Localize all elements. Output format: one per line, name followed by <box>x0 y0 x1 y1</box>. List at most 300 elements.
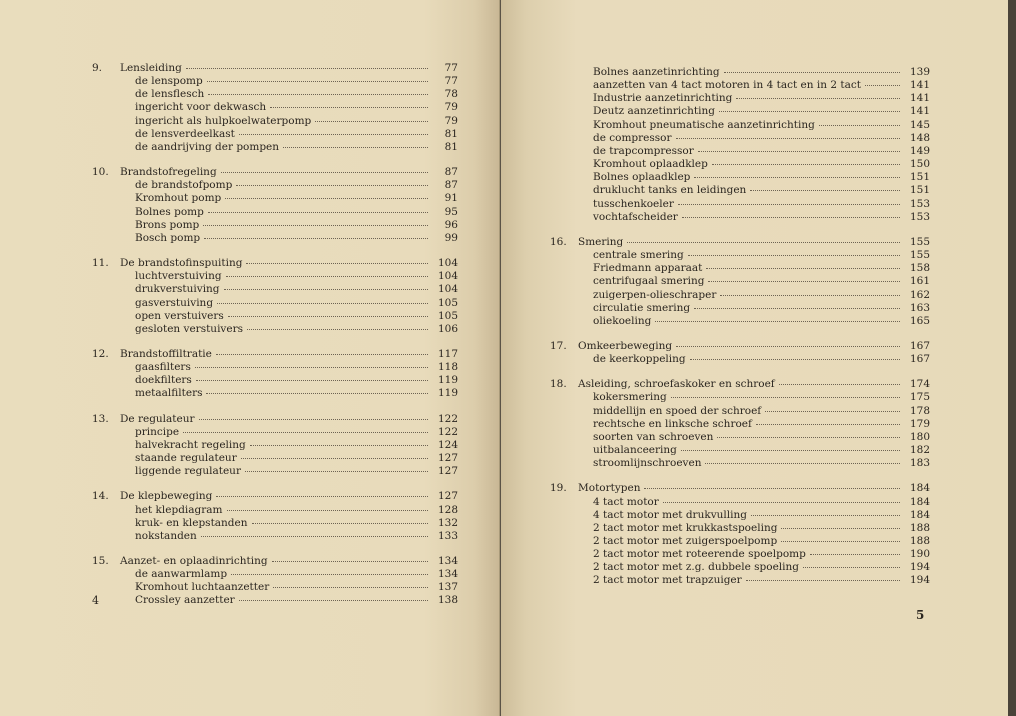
dot-leader <box>781 540 900 542</box>
toc-entry-line <box>550 184 930 197</box>
dot-leader <box>694 176 900 178</box>
entry-page: 99 <box>444 231 458 244</box>
toc-entry-line <box>550 132 930 145</box>
toc-entry-line <box>92 192 458 205</box>
chapter-title: Asleiding, schroefaskoker en schroef <box>578 378 775 391</box>
chapter-title: Lensleiding <box>120 62 182 74</box>
toc-entry-line <box>92 452 458 465</box>
entry-title: middellijn en spoed der schroef <box>593 404 762 417</box>
entry-title: 2 tact motor met zuigerspoelpomp <box>593 535 778 547</box>
entry-title: de aanwarmlamp <box>135 568 228 581</box>
toc-entry-line <box>550 92 930 105</box>
entry-title: Kromhout pomp <box>135 192 222 205</box>
dot-leader <box>199 418 428 420</box>
toc-entry-line <box>92 465 458 478</box>
dot-leader <box>676 137 900 139</box>
entry-page: 194 <box>909 574 930 587</box>
toc-entry-line <box>550 444 930 457</box>
toc-chapter-line <box>92 413 458 426</box>
dot-leader <box>765 410 900 412</box>
entry-title: kokersmering <box>593 391 667 404</box>
dot-leader <box>706 267 900 269</box>
dot-leader <box>239 133 428 135</box>
toc-entry-line <box>92 439 458 452</box>
entry-page: 165 <box>909 314 930 327</box>
entry-title: gesloten verstuivers <box>135 322 243 335</box>
dot-leader <box>694 307 900 309</box>
entry-title: 2 tact motor met krukkastspoeling <box>593 521 778 534</box>
chapter-number: 15. <box>92 555 109 567</box>
dot-leader <box>225 197 428 199</box>
dot-leader <box>803 566 900 568</box>
dot-leader <box>705 462 900 464</box>
toc-section <box>92 62 458 154</box>
chapter-number: 12. <box>92 347 109 360</box>
chapter-number: 9. <box>92 62 103 74</box>
toc-chapter-line <box>92 490 458 503</box>
dot-leader <box>228 315 428 317</box>
dot-leader <box>250 444 428 446</box>
left-page-number: 4 <box>92 594 99 607</box>
toc-entry-line <box>550 509 930 522</box>
chapter-page: 134 <box>437 555 458 567</box>
entry-title: Kromhout oplaadklep <box>593 158 708 171</box>
entry-title: gasverstuiving <box>135 296 214 309</box>
entry-title: Kromhout pneumatische aanzetinrichting <box>593 118 815 131</box>
chapter-page: 104 <box>437 257 458 270</box>
chapter-page: 87 <box>444 166 458 179</box>
toc-entry-line <box>550 198 930 211</box>
dot-leader <box>865 84 900 86</box>
dot-leader <box>779 383 900 385</box>
entry-page: 127 <box>437 452 458 465</box>
toc-chapter-line <box>92 348 458 361</box>
entry-title: metaalfilters <box>135 387 203 400</box>
dot-leader <box>273 586 428 588</box>
toc-entry-line <box>92 270 458 283</box>
chapter-title: De brandstofinspuiting <box>120 257 243 270</box>
entry-title: 2 tact motor met roteerende spoelpomp <box>593 548 806 561</box>
chapter-number: 17. <box>550 339 567 352</box>
entry-page: 134 <box>437 568 458 581</box>
entry-title: tusschenkoeler <box>593 197 674 210</box>
toc-entry-line <box>550 431 930 444</box>
dot-leader <box>781 527 900 529</box>
toc-entry-line <box>550 119 930 132</box>
entry-page: 182 <box>909 444 930 457</box>
entry-page: 79 <box>444 101 458 114</box>
entry-title: gaasfilters <box>135 361 191 374</box>
dot-leader <box>183 431 428 433</box>
entry-page: 151 <box>909 171 930 184</box>
dot-leader <box>717 436 900 438</box>
entry-page: 167 <box>909 353 930 366</box>
entry-title: vochtafscheider <box>593 210 678 223</box>
chapter-title: De klepbeweging <box>120 490 213 503</box>
toc-entry-line <box>550 79 930 92</box>
chapter-title: Motortypen <box>578 482 641 495</box>
dot-leader <box>206 392 428 394</box>
right-table-of-contents <box>550 66 930 600</box>
dot-leader <box>719 110 900 112</box>
dot-leader <box>688 254 900 256</box>
entry-title: de brandstofpomp <box>135 179 233 192</box>
dot-leader <box>224 288 428 290</box>
entry-title: kruk- en klepstanden <box>135 516 248 529</box>
toc-chapter-line <box>92 555 458 568</box>
dot-leader <box>221 171 428 173</box>
toc-entry-line <box>92 88 458 101</box>
entry-page: 179 <box>909 417 930 430</box>
entry-title: het klepdiagram <box>135 503 223 516</box>
entry-page: 81 <box>444 127 458 140</box>
toc-entry-line <box>550 211 930 224</box>
dot-leader <box>195 366 428 368</box>
entry-title: open verstuivers <box>135 309 224 322</box>
chapter-number: 16. <box>550 235 567 248</box>
entry-page: 78 <box>444 88 458 101</box>
toc-entry-line <box>92 374 458 387</box>
toc-entry-line <box>550 315 930 328</box>
entry-title: zuigerpen-olieschraper <box>593 288 717 301</box>
dot-leader <box>236 184 428 186</box>
toc-entry-line <box>92 206 458 219</box>
toc-entry-line <box>92 530 458 543</box>
chapter-page: 174 <box>909 378 930 391</box>
entry-title: rechtsche en linksche schroef <box>593 417 752 430</box>
entry-page: 81 <box>444 140 458 153</box>
chapter-number: 14. <box>92 490 109 503</box>
entry-title: Brons pomp <box>135 218 200 231</box>
dot-leader <box>720 294 900 296</box>
entry-page: 145 <box>909 118 930 131</box>
entry-page: 139 <box>909 66 930 78</box>
entry-title: luchtverstuiving <box>135 270 222 283</box>
chapter-number: 10. <box>92 166 109 179</box>
dot-leader <box>644 487 900 489</box>
toc-section <box>92 166 458 245</box>
entry-page: 155 <box>909 249 930 262</box>
dot-leader <box>216 495 428 497</box>
entry-page: 141 <box>909 105 930 118</box>
entry-page: 104 <box>437 283 458 296</box>
entry-title: Bolnes oplaadklep <box>593 171 691 184</box>
dot-leader <box>671 396 900 398</box>
toc-entry-line <box>92 361 458 374</box>
dot-leader <box>698 150 900 152</box>
entry-page: 149 <box>909 144 930 157</box>
dot-leader <box>241 457 428 459</box>
dot-leader <box>207 80 428 82</box>
chapter-page: 122 <box>437 412 458 425</box>
entry-page: 128 <box>437 503 458 516</box>
entry-page: 188 <box>909 535 930 547</box>
chapter-title: Aanzet- en oplaadinrichting <box>120 555 268 567</box>
entry-title: soorten van schroeven <box>593 430 714 443</box>
toc-entry-line <box>92 115 458 128</box>
dot-leader <box>196 379 428 381</box>
entry-page: 150 <box>909 158 930 171</box>
entry-page: 132 <box>437 516 458 529</box>
toc-chapter-line <box>92 62 458 75</box>
dot-leader <box>247 328 428 330</box>
entry-title: de compressor <box>593 131 672 144</box>
entry-page: 194 <box>909 561 930 574</box>
entry-title: Bosch pomp <box>135 231 201 244</box>
entry-page: 95 <box>444 205 458 218</box>
toc-entry-line <box>550 574 930 587</box>
dot-leader <box>208 211 428 213</box>
entry-title: oliekoeling <box>593 314 652 327</box>
dot-leader <box>712 163 900 165</box>
entry-page: 133 <box>437 529 458 542</box>
entry-page: 158 <box>909 262 930 275</box>
dot-leader <box>676 345 900 347</box>
toc-entry-line <box>550 535 930 548</box>
entry-page: 79 <box>444 114 458 127</box>
entry-page: 184 <box>909 508 930 521</box>
dot-leader <box>239 599 428 601</box>
toc-entry-line <box>550 249 930 262</box>
entry-title: drukverstuiving <box>135 283 220 296</box>
dot-leader <box>681 449 900 451</box>
toc-entry-line <box>92 323 458 336</box>
chapter-number: 11. <box>92 257 109 270</box>
chapter-number: 13. <box>92 412 109 425</box>
chapter-title: Smering <box>578 235 624 248</box>
entry-page: 148 <box>909 131 930 144</box>
chapter-title: Brandstofregeling <box>120 166 217 179</box>
entry-title: de lenspomp <box>135 75 203 88</box>
dot-leader <box>283 146 428 148</box>
dot-leader <box>751 514 900 516</box>
toc-entry-line <box>550 171 930 184</box>
chapter-page: 77 <box>444 62 458 74</box>
toc-entry-line <box>92 310 458 323</box>
dot-leader <box>819 124 900 126</box>
dot-leader <box>708 280 900 282</box>
entry-title: de keerkoppeling <box>593 353 686 366</box>
toc-section <box>550 340 930 366</box>
dot-leader <box>246 262 428 264</box>
toc-entry-line <box>92 101 458 114</box>
toc-entry-line <box>550 275 930 288</box>
entry-page: 91 <box>444 192 458 205</box>
toc-entry-line <box>92 283 458 296</box>
dot-leader <box>627 241 900 243</box>
toc-section <box>550 482 930 587</box>
dot-leader <box>724 71 900 73</box>
entry-page: 96 <box>444 218 458 231</box>
dot-leader <box>208 93 428 95</box>
entry-title: de lensverdeelkast <box>135 127 235 140</box>
toc-entry-line <box>92 141 458 154</box>
entry-page: 183 <box>909 457 930 470</box>
toc-entry-line <box>550 548 930 561</box>
right-page-number: 5 <box>916 608 925 622</box>
entry-page: 175 <box>909 391 930 404</box>
toc-section <box>92 555 458 608</box>
entry-title: stroomlijnschroeven <box>593 457 702 470</box>
entry-page: 137 <box>437 581 458 594</box>
toc-entry-line <box>92 387 458 400</box>
toc-entry-line <box>92 219 458 232</box>
entry-title: 2 tact motor met z.g. dubbele spoeling <box>593 561 800 574</box>
entry-title: Crossley aanzetter <box>135 594 235 607</box>
entry-title: Deutz aanzetinrichting <box>593 105 715 118</box>
toc-entry-line <box>550 353 930 366</box>
toc-section <box>550 66 930 224</box>
entry-page: 190 <box>909 548 930 561</box>
toc-entry-line <box>550 405 930 418</box>
entry-page: 138 <box>437 594 458 607</box>
dot-leader <box>270 106 428 108</box>
entry-page: 122 <box>437 425 458 438</box>
toc-section <box>92 348 458 401</box>
dot-leader <box>756 423 900 425</box>
toc-entry-line <box>550 496 930 509</box>
entry-page: 105 <box>437 296 458 309</box>
dot-leader <box>201 535 428 537</box>
entry-title: liggende regulateur <box>135 465 241 478</box>
dot-leader <box>252 522 428 524</box>
entry-page: 105 <box>437 309 458 322</box>
toc-section <box>92 257 458 336</box>
entry-title: de trapcompressor <box>593 144 694 157</box>
dot-leader <box>217 302 428 304</box>
entry-page: 188 <box>909 521 930 534</box>
entry-title: staande regulateur <box>135 452 237 465</box>
toc-entry-line <box>92 581 458 594</box>
entry-title: uitbalanceering <box>593 444 677 457</box>
toc-entry-line <box>92 594 458 607</box>
entry-title: druklucht tanks en leidingen <box>593 184 747 197</box>
toc-entry-line <box>92 297 458 310</box>
entry-title: circulatie smering <box>593 301 691 314</box>
entry-page: 87 <box>444 179 458 192</box>
entry-title: 4 tact motor met drukvulling <box>593 508 747 521</box>
dot-leader <box>750 189 900 191</box>
toc-entry-line <box>550 289 930 302</box>
entry-page: 141 <box>909 79 930 92</box>
chapter-page: 127 <box>437 490 458 503</box>
toc-entry-line <box>550 302 930 315</box>
entry-title: Bolnes aanzetinrichting <box>593 66 720 78</box>
entry-title: Industrie aanzetinrichting <box>593 92 733 105</box>
toc-entry-line <box>550 262 930 275</box>
entry-page: 119 <box>437 374 458 387</box>
entry-page: 162 <box>909 288 930 301</box>
dot-leader <box>655 320 900 322</box>
toc-section <box>550 378 930 470</box>
entry-title: halvekracht regeling <box>135 438 246 451</box>
entry-page: 104 <box>437 270 458 283</box>
dot-leader <box>204 237 428 239</box>
entry-page: 127 <box>437 465 458 478</box>
dot-leader <box>678 203 900 205</box>
entry-title: ingericht als hulpkoelwaterpomp <box>135 114 312 127</box>
chapter-number: 19. <box>550 482 567 495</box>
entry-page: 180 <box>909 430 930 443</box>
entry-title: Kromhout luchtaanzetter <box>135 581 270 594</box>
toc-entry-line <box>92 179 458 192</box>
entry-page: 124 <box>437 438 458 451</box>
dot-leader <box>227 509 429 511</box>
chapter-page: 117 <box>437 347 458 360</box>
chapter-title: Omkeerbeweging <box>578 339 673 352</box>
toc-chapter-line <box>550 378 930 391</box>
entry-title: de lensflesch <box>135 88 205 101</box>
toc-entry-line <box>550 66 930 79</box>
toc-chapter-line <box>92 257 458 270</box>
chapter-number: 18. <box>550 378 567 391</box>
dot-leader <box>272 560 428 562</box>
dot-leader <box>245 470 428 472</box>
toc-chapter-line <box>550 482 930 495</box>
entry-page: 184 <box>909 495 930 508</box>
toc-chapter-line <box>550 236 930 249</box>
toc-entry-line <box>550 457 930 470</box>
toc-entry-line <box>92 568 458 581</box>
toc-section <box>92 413 458 479</box>
toc-entry-line <box>550 158 930 171</box>
dot-leader <box>226 275 428 277</box>
toc-section <box>550 236 930 328</box>
dot-leader <box>186 67 428 69</box>
toc-entry-line <box>92 232 458 245</box>
toc-section <box>92 490 458 543</box>
left-table-of-contents <box>92 62 458 620</box>
entry-title: Bolnes pomp <box>135 205 204 218</box>
entry-page: 106 <box>437 322 458 335</box>
entry-title: doekfilters <box>135 374 192 387</box>
entry-page: 141 <box>909 92 930 105</box>
entry-page: 118 <box>437 361 458 374</box>
entry-page: 161 <box>909 275 930 288</box>
entry-page: 151 <box>909 184 930 197</box>
toc-entry-line <box>550 145 930 158</box>
entry-title: ingericht voor dekwasch <box>135 101 267 114</box>
entry-title: nokstanden <box>135 529 197 542</box>
chapter-page: 167 <box>909 339 930 352</box>
entry-page: 77 <box>444 75 458 88</box>
toc-entry-line <box>550 391 930 404</box>
toc-entry-line <box>92 504 458 517</box>
entry-page: 153 <box>909 210 930 223</box>
dot-leader <box>663 501 900 503</box>
chapter-title: Brandstoffiltratie <box>120 347 212 360</box>
toc-entry-line <box>92 517 458 530</box>
toc-chapter-line <box>550 340 930 353</box>
dot-leader <box>736 97 900 99</box>
toc-entry-line <box>550 561 930 574</box>
toc-entry-line <box>92 426 458 439</box>
entry-page: 163 <box>909 301 930 314</box>
dot-leader <box>746 579 900 581</box>
entry-page: 119 <box>437 387 458 400</box>
entry-page: 178 <box>909 404 930 417</box>
entry-page: 153 <box>909 197 930 210</box>
dot-leader <box>682 216 900 218</box>
entry-title: 2 tact motor met trapzuiger <box>593 574 742 587</box>
entry-title: aanzetten van 4 tact motoren in 4 tact en in 2 tact <box>593 79 861 92</box>
entry-title: centrifugaal smering <box>593 275 705 288</box>
entry-title: de aandrijving der pompen <box>135 140 280 153</box>
dot-leader <box>203 224 428 226</box>
dot-leader <box>810 553 900 555</box>
toc-entry-line <box>550 418 930 431</box>
dot-leader <box>690 358 900 360</box>
